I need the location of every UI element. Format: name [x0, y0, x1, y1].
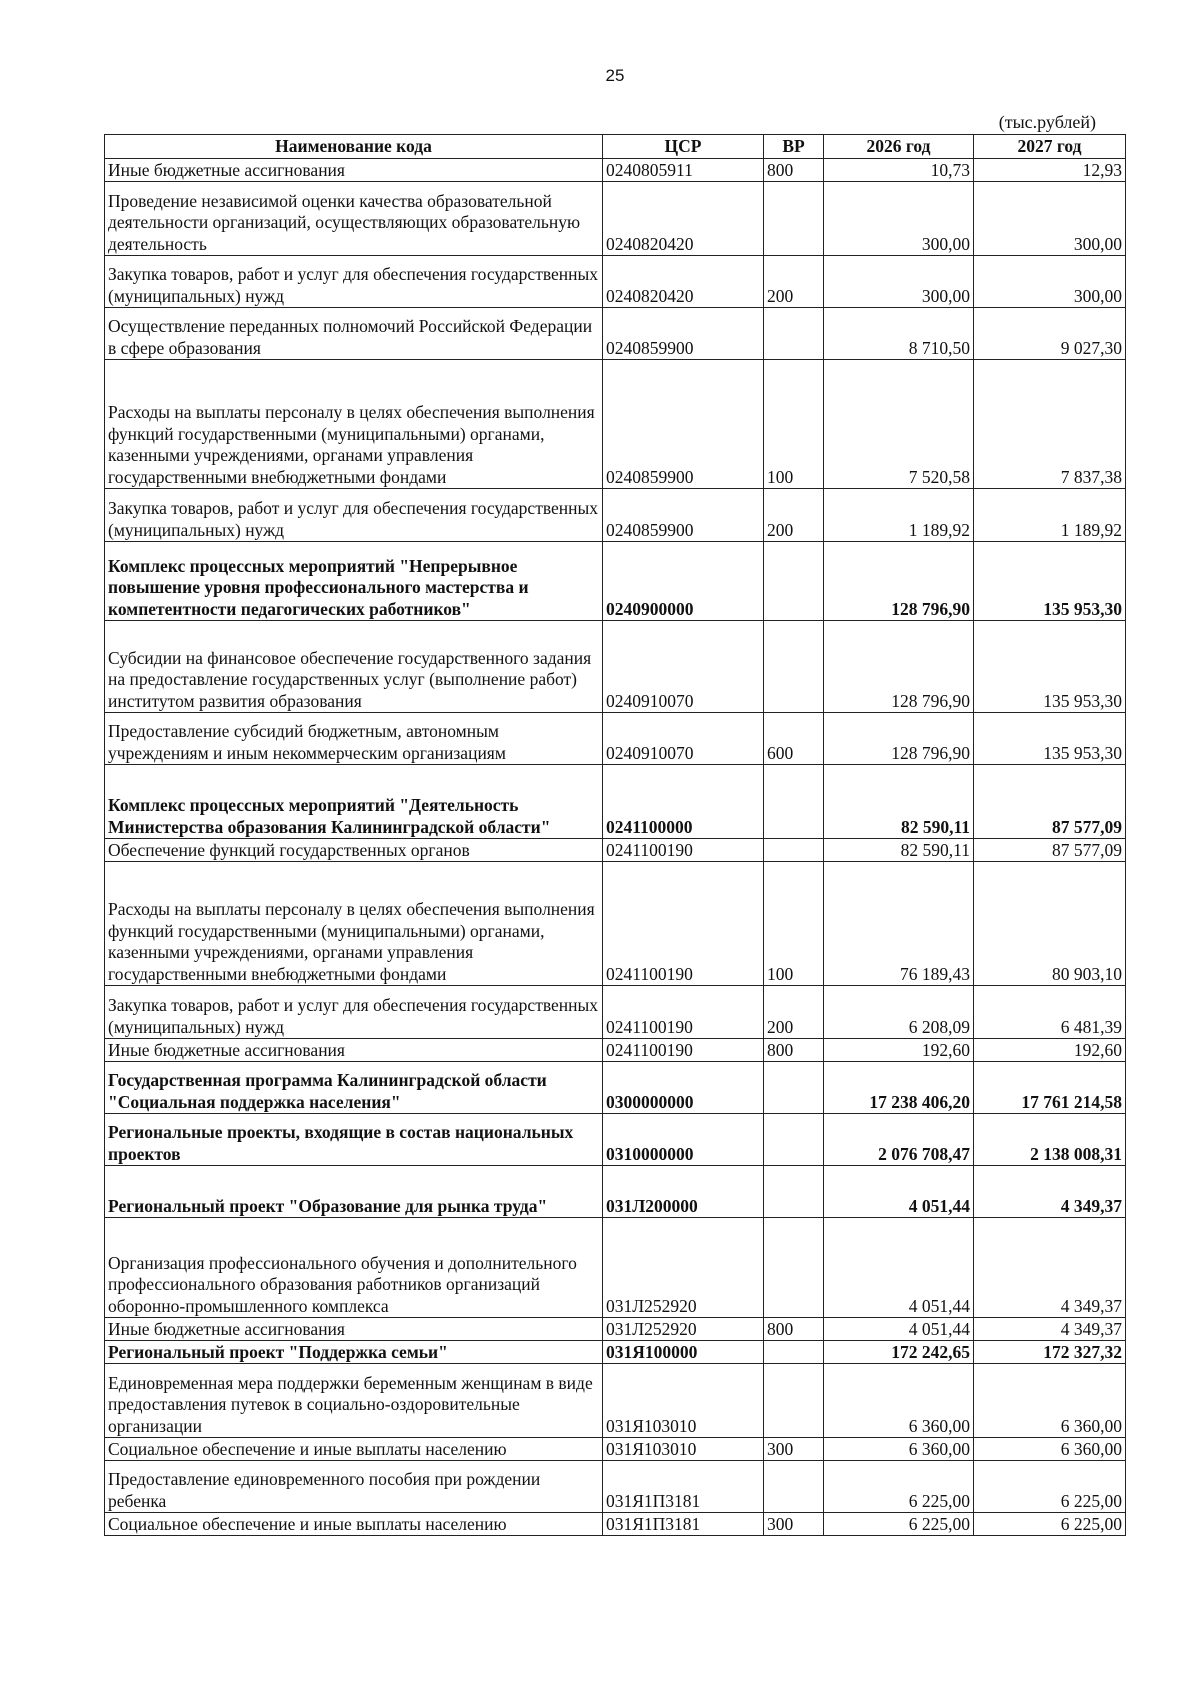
- row-name-cell: Комплекс процессных мероприятий "Непрерывное повышение уровня профессионального мастерства и компетентности педагогических работников": [105, 542, 603, 621]
- row-vr-cell: 800: [764, 1039, 824, 1062]
- row-vr-cell: 200: [764, 489, 824, 542]
- row-csr-cell: 0240910070: [603, 713, 764, 765]
- table-row: [105, 182, 1126, 256]
- row-2027-cell: 1 189,92: [974, 489, 1126, 542]
- table-row: [105, 308, 1126, 360]
- row-2026-cell: 300,00: [824, 256, 974, 308]
- table-row: [105, 1218, 1126, 1318]
- row-2027-cell: 4 349,37: [974, 1166, 1126, 1218]
- table-row: [105, 862, 1126, 986]
- row-vr-cell: 100: [764, 862, 824, 986]
- row-2026-cell: 8 710,50: [824, 308, 974, 360]
- row-2026-cell: 300,00: [824, 182, 974, 256]
- row-name-cell: Субсидии на финансовое обеспечение государственного задания на предоставление государственных услуг (выполнение работ) институтом развития образования: [105, 621, 603, 713]
- row-2026-cell: 4 051,44: [824, 1166, 974, 1218]
- table-body: [105, 159, 1126, 1536]
- row-csr-cell: 0240859900: [603, 308, 764, 360]
- row-2027-cell: 80 903,10: [974, 862, 1126, 986]
- row-2026-cell: 6 360,00: [824, 1364, 974, 1438]
- row-csr-cell: 031Л252920: [603, 1218, 764, 1318]
- row-vr-cell: [764, 1114, 824, 1166]
- column-header-2026: 2026 год: [824, 135, 974, 159]
- column-header-name: Наименование кода: [105, 135, 603, 159]
- row-csr-cell: 0240910070: [603, 621, 764, 713]
- row-vr-cell: [764, 1341, 824, 1364]
- row-name-cell: Социальное обеспечение и иные выплаты населению: [105, 1513, 603, 1536]
- row-2027-cell: 6 225,00: [974, 1513, 1126, 1536]
- row-2026-cell: 17 238 406,20: [824, 1062, 974, 1114]
- row-vr-cell: 800: [764, 1318, 824, 1341]
- row-csr-cell: 0240859900: [603, 489, 764, 542]
- row-name-cell: Осуществление переданных полномочий Российской Федерации в сфере образования: [105, 308, 603, 360]
- row-name-cell: Иные бюджетные ассигнования: [105, 1318, 603, 1341]
- row-csr-cell: 031Я1П3181: [603, 1513, 764, 1536]
- row-name-cell: Региональный проект "Образование для рынка труда": [105, 1166, 603, 1218]
- row-2026-cell: 128 796,90: [824, 713, 974, 765]
- table-row: [105, 1438, 1126, 1461]
- row-2027-cell: 2 138 008,31: [974, 1114, 1126, 1166]
- row-vr-cell: [764, 765, 824, 839]
- row-2026-cell: 7 520,58: [824, 360, 974, 489]
- row-2026-cell: 10,73: [824, 159, 974, 182]
- row-2027-cell: 87 577,09: [974, 765, 1126, 839]
- table-header-row: [105, 135, 1126, 159]
- row-name-cell: Предоставление субсидий бюджетным, автономным учреждениям и иным некоммерческим организациям: [105, 713, 603, 765]
- row-2026-cell: 4 051,44: [824, 1318, 974, 1341]
- table-row: [105, 1513, 1126, 1536]
- row-csr-cell: 0240805911: [603, 159, 764, 182]
- row-csr-cell: 031Я1П3181: [603, 1461, 764, 1513]
- row-vr-cell: [764, 182, 824, 256]
- row-csr-cell: 0241100190: [603, 986, 764, 1039]
- row-csr-cell: 0300000000: [603, 1062, 764, 1114]
- row-2027-cell: 6 481,39: [974, 986, 1126, 1039]
- row-name-cell: Иные бюджетные ассигнования: [105, 159, 603, 182]
- row-name-cell: Иные бюджетные ассигнования: [105, 1039, 603, 1062]
- row-csr-cell: 0310000000: [603, 1114, 764, 1166]
- row-2027-cell: 12,93: [974, 159, 1126, 182]
- row-2027-cell: 7 837,38: [974, 360, 1126, 489]
- row-2026-cell: 82 590,11: [824, 765, 974, 839]
- row-vr-cell: [764, 1364, 824, 1438]
- table-row: [105, 1062, 1126, 1114]
- table-row: [105, 1039, 1126, 1062]
- row-2026-cell: 172 242,65: [824, 1341, 974, 1364]
- row-vr-cell: [764, 1166, 824, 1218]
- table-row: [105, 1364, 1126, 1438]
- row-name-cell: Организация профессионального обучения и дополнительного профессионального образования работников организаций оборонно-промышленного комплекса: [105, 1218, 603, 1318]
- row-2027-cell: 4 349,37: [974, 1318, 1126, 1341]
- row-2026-cell: 82 590,11: [824, 839, 974, 862]
- row-vr-cell: [764, 839, 824, 862]
- budget-table: [104, 134, 1126, 1536]
- row-2027-cell: 300,00: [974, 182, 1126, 256]
- column-header-csr: ЦСР: [603, 135, 764, 159]
- row-vr-cell: 800: [764, 159, 824, 182]
- units-label: (тыс.рублей): [998, 112, 1096, 132]
- row-2027-cell: 17 761 214,58: [974, 1062, 1126, 1114]
- table-row: [105, 1341, 1126, 1364]
- row-vr-cell: [764, 621, 824, 713]
- row-2026-cell: 128 796,90: [824, 621, 974, 713]
- row-vr-cell: 100: [764, 360, 824, 489]
- row-2027-cell: 172 327,32: [974, 1341, 1126, 1364]
- row-vr-cell: [764, 1218, 824, 1318]
- table-row: [105, 1166, 1126, 1218]
- row-name-cell: Закупка товаров, работ и услуг для обеспечения государственных (муниципальных) нужд: [105, 986, 603, 1039]
- row-2027-cell: 87 577,09: [974, 839, 1126, 862]
- row-csr-cell: 0241100190: [603, 839, 764, 862]
- column-header-vr: ВР: [764, 135, 824, 159]
- row-name-cell: Комплекс процессных мероприятий "Деятельность Министерства образования Калининградской области": [105, 765, 603, 839]
- row-2026-cell: 6 360,00: [824, 1438, 974, 1461]
- page-number: 25: [605, 66, 625, 85]
- row-csr-cell: 0240859900: [603, 360, 764, 489]
- row-2026-cell: 4 051,44: [824, 1218, 974, 1318]
- row-2026-cell: 128 796,90: [824, 542, 974, 621]
- row-csr-cell: 031Я100000: [603, 1341, 764, 1364]
- row-2027-cell: 135 953,30: [974, 542, 1126, 621]
- table-row: [105, 159, 1126, 182]
- row-vr-cell: [764, 1062, 824, 1114]
- table-row: [105, 360, 1126, 489]
- row-name-cell: Закупка товаров, работ и услуг для обеспечения государственных (муниципальных) нужд: [105, 256, 603, 308]
- row-name-cell: Единовременная мера поддержки беременным женщинам в виде предоставления путевок в социально-оздоровительные организации: [105, 1364, 603, 1438]
- row-2027-cell: 135 953,30: [974, 621, 1126, 713]
- row-name-cell: Региональный проект "Поддержка семьи": [105, 1341, 603, 1364]
- table-row: [105, 986, 1126, 1039]
- row-vr-cell: 600: [764, 713, 824, 765]
- row-csr-cell: 0241100190: [603, 862, 764, 986]
- table-row: [105, 621, 1126, 713]
- row-csr-cell: 031Я103010: [603, 1438, 764, 1461]
- row-csr-cell: 0240820420: [603, 182, 764, 256]
- table-row: [105, 839, 1126, 862]
- row-vr-cell: 300: [764, 1513, 824, 1536]
- row-csr-cell: 031Л252920: [603, 1318, 764, 1341]
- row-2026-cell: 1 189,92: [824, 489, 974, 542]
- row-2027-cell: 4 349,37: [974, 1218, 1126, 1318]
- table-row: [105, 542, 1126, 621]
- table-row: [105, 256, 1126, 308]
- row-vr-cell: 200: [764, 986, 824, 1039]
- row-2026-cell: 2 076 708,47: [824, 1114, 974, 1166]
- table-row: [105, 713, 1126, 765]
- row-vr-cell: [764, 1461, 824, 1513]
- row-2027-cell: 6 225,00: [974, 1461, 1126, 1513]
- row-name-cell: Социальное обеспечение и иные выплаты населению: [105, 1438, 603, 1461]
- row-name-cell: Расходы на выплаты персоналу в целях обеспечения выполнения функций государственными (муниципальными) органами, казенными учреждениями, органами управления государственными внебюджетными фондами: [105, 360, 603, 489]
- row-csr-cell: 0241100000: [603, 765, 764, 839]
- row-csr-cell: 0241100190: [603, 1039, 764, 1062]
- column-header-2027: 2027 год: [974, 135, 1126, 159]
- row-name-cell: Региональные проекты, входящие в состав национальных проектов: [105, 1114, 603, 1166]
- row-name-cell: Предоставление единовременного пособия при рождении ребенка: [105, 1461, 603, 1513]
- row-vr-cell: 200: [764, 256, 824, 308]
- row-name-cell: Обеспечение функций государственных органов: [105, 839, 603, 862]
- row-2027-cell: 192,60: [974, 1039, 1126, 1062]
- row-2026-cell: 6 225,00: [824, 1461, 974, 1513]
- row-2026-cell: 76 189,43: [824, 862, 974, 986]
- table-row: [105, 489, 1126, 542]
- row-2027-cell: 6 360,00: [974, 1364, 1126, 1438]
- row-2026-cell: 192,60: [824, 1039, 974, 1062]
- row-csr-cell: 031Л200000: [603, 1166, 764, 1218]
- row-csr-cell: 0240820420: [603, 256, 764, 308]
- row-2027-cell: 9 027,30: [974, 308, 1126, 360]
- row-vr-cell: [764, 542, 824, 621]
- row-2027-cell: 300,00: [974, 256, 1126, 308]
- row-2027-cell: 6 360,00: [974, 1438, 1126, 1461]
- row-vr-cell: [764, 308, 824, 360]
- row-name-cell: Проведение независимой оценки качества образовательной деятельности организаций, осуществляющих образовательную деятельность: [105, 182, 603, 256]
- table-row: [105, 1318, 1126, 1341]
- row-2026-cell: 6 225,00: [824, 1513, 974, 1536]
- row-name-cell: Расходы на выплаты персоналу в целях обеспечения выполнения функций государственными (муниципальными) органами, казенными учреждениями, органами управления государственными внебюджетными фондами: [105, 862, 603, 986]
- row-csr-cell: 0240900000: [603, 542, 764, 621]
- table-row: [105, 1461, 1126, 1513]
- row-name-cell: Государственная программа Калининградской области "Социальная поддержка населения": [105, 1062, 603, 1114]
- row-2026-cell: 6 208,09: [824, 986, 974, 1039]
- row-csr-cell: 031Я103010: [603, 1364, 764, 1438]
- table-row: [105, 1114, 1126, 1166]
- row-2027-cell: 135 953,30: [974, 713, 1126, 765]
- table-row: [105, 765, 1126, 839]
- row-name-cell: Закупка товаров, работ и услуг для обеспечения государственных (муниципальных) нужд: [105, 489, 603, 542]
- row-vr-cell: 300: [764, 1438, 824, 1461]
